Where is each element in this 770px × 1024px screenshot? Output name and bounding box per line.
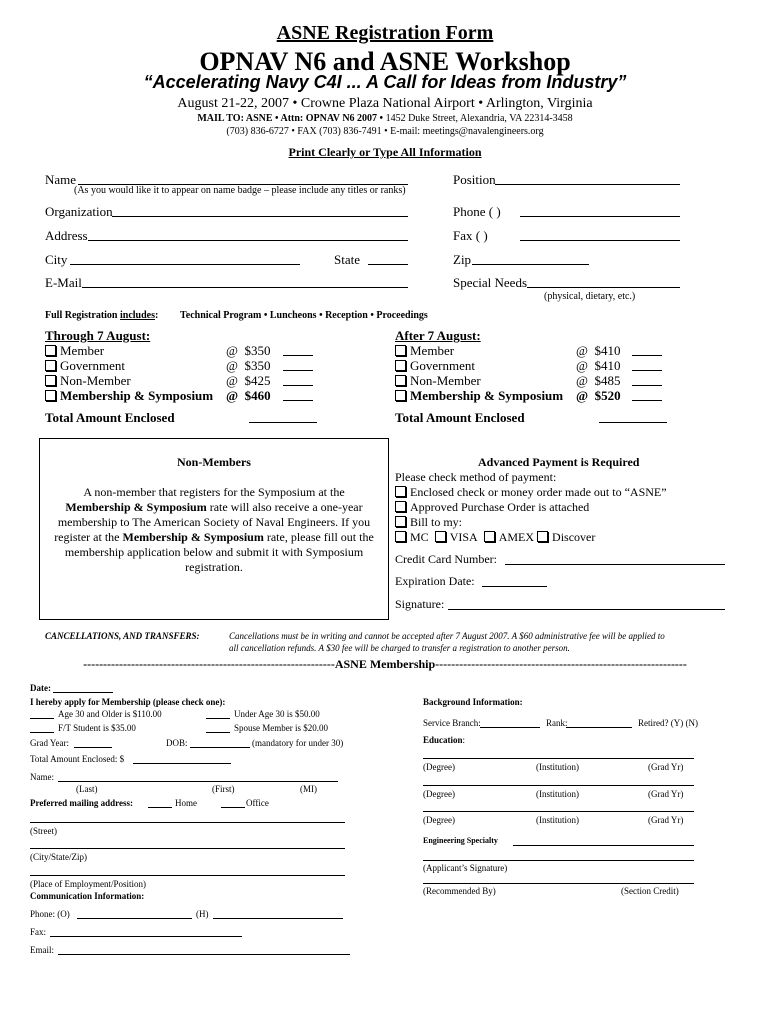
expiration-input[interactable]: [482, 586, 547, 587]
spouse-label: Spouse Member is $20.00: [234, 723, 328, 733]
late-price: @ $410: [576, 358, 621, 373]
degree-input-1[interactable]: [423, 758, 694, 759]
under30-check[interactable]: [206, 718, 230, 719]
employment-label: (Place of Employment/Position): [30, 879, 146, 889]
cc-number-label: Credit Card Number:: [395, 552, 497, 566]
home-label: Home: [175, 798, 197, 808]
city-state-zip-input[interactable]: [30, 848, 345, 849]
early-row[interactable]: Non-Member: [45, 373, 131, 389]
late-qty[interactable]: [632, 385, 662, 386]
checkbox-icon[interactable]: [537, 531, 548, 542]
recommended-by-input[interactable]: [423, 883, 694, 884]
membership-divider: ---------------------------------------------------------------ASNE Membership---------------------------------------------------------------: [83, 657, 687, 671]
phone-input[interactable]: [520, 216, 680, 217]
position-input[interactable]: [495, 184, 680, 185]
address-label: Address: [45, 228, 88, 243]
grad-yr-label: (Grad Yr): [648, 815, 684, 825]
city-label: City: [45, 252, 68, 267]
office-label: Office: [246, 798, 269, 808]
degree-label: (Degree): [423, 815, 455, 825]
rank-input[interactable]: [566, 727, 632, 728]
late-price: @ $520: [576, 388, 621, 403]
age30-label: Age 30 and Older is $110.00: [58, 709, 162, 719]
non-members-line: membership application below and submit it with Symposium: [64, 545, 364, 559]
payment-check-method: Please check method of payment:: [395, 470, 557, 484]
late-price: @ $410: [576, 343, 621, 358]
mi-label: (MI): [300, 784, 317, 794]
zip-label: Zip: [453, 252, 472, 267]
student-check[interactable]: [30, 732, 54, 733]
checkbox-icon[interactable]: [395, 375, 406, 386]
dob-input[interactable]: [190, 747, 250, 748]
cancellations-text: Cancellations must be in writing and cannot be accepted after 7 August 2007. A $60 administrative fee will be applied to: [229, 631, 665, 641]
non-members-heading: Non-Members: [177, 455, 251, 469]
late-row[interactable]: Non-Member: [395, 373, 481, 389]
spouse-check[interactable]: [206, 732, 230, 733]
organization-input[interactable]: [112, 216, 408, 217]
member-fax-input[interactable]: [50, 936, 242, 937]
early-qty[interactable]: [283, 355, 313, 356]
apply-label: I hereby apply for Membership (please check one):: [30, 697, 226, 707]
name-note: (As you would like it to appear on name badge – please include any titles or ranks): [74, 185, 406, 196]
dob-label: DOB:: [166, 738, 188, 748]
payment-option-check[interactable]: Enclosed check or money order made out to “ASNE”: [395, 485, 667, 500]
late-row[interactable]: Member: [395, 343, 454, 359]
phone-label: Phone ( ): [453, 204, 501, 219]
degree-input-3[interactable]: [423, 811, 694, 812]
checkbox-icon[interactable]: [395, 360, 406, 371]
payment-option-po[interactable]: Approved Purchase Order is attached: [395, 500, 589, 515]
checkbox-icon[interactable]: [45, 390, 56, 401]
print-clearly-note: Print Clearly or Type All Information: [288, 145, 482, 159]
early-price: @ $460: [226, 388, 271, 403]
early-row[interactable]: Government: [45, 358, 125, 374]
institution-label: (Institution): [536, 789, 579, 799]
late-qty[interactable]: [632, 370, 662, 371]
early-row[interactable]: Member: [45, 343, 104, 359]
street-input[interactable]: [30, 822, 345, 823]
grad-yr-label: (Grad Yr): [648, 762, 684, 772]
employment-input[interactable]: [30, 875, 345, 876]
early-qty[interactable]: [283, 385, 313, 386]
service-branch-label: Service Branch:: [423, 718, 481, 728]
late-row[interactable]: Membership & Symposium: [395, 388, 563, 404]
late-row[interactable]: Government: [395, 358, 475, 374]
institution-label: (Institution): [536, 762, 579, 772]
grad-yr-label: (Grad Yr): [648, 789, 684, 799]
degree-input-2[interactable]: [423, 785, 694, 786]
payment-option-bill[interactable]: Bill to my:: [395, 515, 462, 530]
full-registration-label: Full Registration includes:: [45, 310, 159, 321]
email-label: E-Mail: [45, 275, 82, 290]
form-title: ASNE Registration Form: [276, 22, 494, 44]
cc-number-input[interactable]: [505, 564, 725, 565]
name-label: Name: [45, 172, 77, 187]
early-heading: Through 7 August:: [45, 328, 151, 343]
under30-label: Under Age 30 is $50.00: [234, 709, 320, 719]
late-total-input[interactable]: [599, 422, 667, 423]
early-price: @ $425: [226, 373, 271, 388]
early-qty[interactable]: [283, 370, 313, 371]
non-members-line: membership to The American Society of Naval Engineers. If you: [57, 515, 371, 529]
late-qty[interactable]: [632, 400, 662, 401]
organization-label: Organization: [45, 204, 113, 219]
non-members-line: A non-member that registers for the Symposium at the: [83, 485, 345, 499]
first-label: (First): [212, 784, 235, 794]
late-price: @ $485: [576, 373, 621, 388]
checkbox-icon[interactable]: [395, 501, 406, 512]
phone-o-input[interactable]: [77, 918, 192, 919]
phone-o-label: Phone: (O): [30, 909, 70, 919]
mailing-label: Preferred mailing address:: [30, 798, 133, 808]
section-credit-label: (Section Credit): [621, 886, 679, 896]
workshop-title: OPNAV N6 and ASNE Workshop: [199, 47, 571, 76]
checkbox-icon[interactable]: [395, 390, 406, 401]
city-input[interactable]: [70, 264, 300, 265]
eng-specialty-input[interactable]: [513, 845, 694, 846]
checkbox-icon[interactable]: [395, 516, 406, 527]
early-qty[interactable]: [283, 400, 313, 401]
early-row[interactable]: Membership & Symposium: [45, 388, 213, 404]
checkbox-icon[interactable]: [484, 531, 495, 542]
non-members-line: register at the Membership & Symposium rate, please fill out the: [54, 530, 374, 544]
checkbox-icon[interactable]: [45, 360, 56, 371]
checkbox-icon[interactable]: [395, 531, 406, 542]
payment-cards[interactable]: MC VISA AMEX Discover: [395, 530, 595, 545]
member-email-input[interactable]: [58, 954, 350, 955]
expiration-label: Expiration Date:: [395, 574, 475, 588]
state-label: State: [334, 252, 360, 267]
background-label: Background Information:: [423, 697, 523, 707]
address-input[interactable]: [88, 240, 408, 241]
eng-specialty-label: Engineering Specialty: [423, 836, 498, 845]
special-needs-input[interactable]: [527, 287, 680, 288]
early-total-input[interactable]: [249, 422, 317, 423]
cancellations-label: CANCELLATIONS, AND TRANSFERS:: [45, 631, 200, 641]
institution-label: (Institution): [536, 815, 579, 825]
retired-label: Retired? (Y) (N): [638, 718, 698, 728]
contact-info: (703) 836-6727 • FAX (703) 836-7491 • E-mail: meetings@navalengineers.org: [226, 126, 544, 137]
signature-input[interactable]: [448, 609, 725, 610]
workshop-subtitle: “Accelerating Navy C4I ... A Call for Ideas from Industry”: [143, 72, 627, 92]
city-state-zip-label: (City/State/Zip): [30, 852, 87, 862]
dob-note: (mandatory for under 30): [252, 738, 344, 748]
office-check[interactable]: [221, 807, 245, 808]
late-qty[interactable]: [632, 355, 662, 356]
early-price: @ $350: [226, 358, 271, 373]
comm-info-label: Communication Information:: [30, 891, 145, 901]
early-price: @ $350: [226, 343, 271, 358]
age30-check[interactable]: [30, 718, 54, 719]
special-needs-note: (physical, dietary, etc.): [544, 291, 636, 302]
total-enclosed-label: Total Amount Enclosed: $: [30, 754, 125, 764]
late-heading: After 7 August:: [395, 328, 481, 343]
zip-input[interactable]: [472, 264, 589, 265]
applicant-sig-label: (Applicant’s Signature): [423, 863, 508, 873]
special-needs-label: Special Needs: [453, 275, 528, 290]
phone-h-input[interactable]: [213, 918, 343, 919]
mail-to: MAIL TO: ASNE • Attn: OPNAV N6 2007 • 1452 Duke Street, Alexandria, VA 22314-3458: [197, 113, 573, 124]
email-input[interactable]: [82, 287, 408, 288]
signature-label: Signature:: [395, 597, 445, 611]
member-email-label: Email:: [30, 945, 54, 955]
non-members-line: registration.: [185, 560, 243, 574]
total-enclosed-input[interactable]: [133, 763, 231, 764]
fax-label: Fax ( ): [453, 228, 488, 243]
service-branch-input[interactable]: [480, 727, 540, 728]
payment-heading: Advanced Payment is Required: [478, 455, 640, 469]
dates-venue: August 21-22, 2007 • Crowne Plaza National Airport • Arlington, Virginia: [177, 96, 593, 111]
checkbox-icon[interactable]: [395, 345, 406, 356]
street-label: (Street): [30, 826, 57, 836]
date-label: Date:: [30, 683, 51, 693]
grad-year-label: Grad Year:: [30, 738, 69, 748]
last-label: (Last): [76, 784, 98, 794]
member-fax-label: Fax:: [30, 927, 47, 937]
applicant-signature-input[interactable]: [423, 860, 694, 861]
late-total-label: Total Amount Enclosed: [395, 410, 525, 425]
education-label: Education:: [423, 735, 466, 745]
grad-year-input[interactable]: [74, 747, 112, 748]
student-label: F/T Student is $35.00: [58, 723, 136, 733]
member-name-label: Name:: [30, 772, 54, 782]
position-label: Position: [453, 172, 496, 187]
rank-label: Rank:: [546, 718, 568, 728]
non-members-line: Membership & Symposium rate will also receive a one-year: [65, 500, 363, 514]
date-input[interactable]: [53, 692, 113, 693]
recommended-by-label: (Recommended By): [423, 886, 496, 896]
home-check[interactable]: [148, 807, 172, 808]
degree-label: (Degree): [423, 762, 455, 772]
phone-h-label: (H): [196, 909, 209, 919]
checkbox-icon[interactable]: [435, 531, 446, 542]
fax-input[interactable]: [520, 240, 680, 241]
cancellations-text: all cancellation refunds. A $30 fee will be charged to transfer a registration to another person.: [229, 643, 570, 653]
state-input[interactable]: [368, 264, 408, 265]
degree-label: (Degree): [423, 789, 455, 799]
early-total-label: Total Amount Enclosed: [45, 410, 175, 425]
member-name-input[interactable]: [58, 781, 338, 782]
checkbox-icon[interactable]: [45, 345, 56, 356]
checkbox-icon[interactable]: [395, 486, 406, 497]
full-registration-includes: Technical Program • Luncheons • Reception • Proceedings: [180, 310, 428, 321]
checkbox-icon[interactable]: [45, 375, 56, 386]
